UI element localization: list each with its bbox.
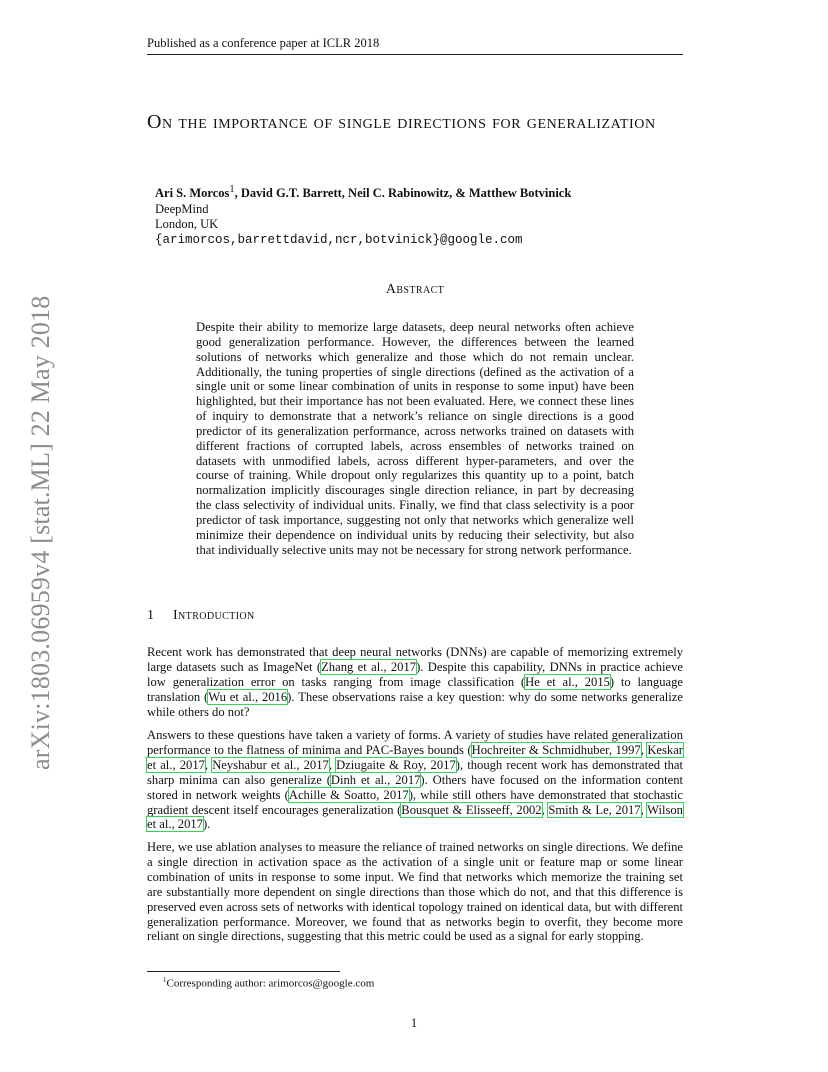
footnote-mark: 1: [163, 976, 167, 984]
author-names: [155, 182, 675, 202]
citation-link[interactable]: Achille & Soatto, 2017: [288, 787, 409, 802]
author-block: [155, 182, 675, 248]
citation-link[interactable]: Hochreiter & Schmidhuber, 1997: [471, 742, 641, 757]
citation-link[interactable]: Neyshabur et al., 2017: [212, 757, 329, 772]
running-header: Published as a conference paper at ICLR 2018: [147, 36, 683, 55]
footnote: [147, 976, 699, 990]
para-text: ,: [541, 802, 549, 817]
citation-link[interactable]: He et al., 2015: [525, 674, 610, 689]
arxiv-identifier-stamp: [22, 270, 55, 770]
para-text: ), though recent work has demonstrated that sharp minima can also generalize (: [147, 757, 684, 787]
para-text: ), while still others have demonstrated that stochastic gradient descent itself encourages generalization (: [147, 787, 684, 817]
citation-link[interactable]: Zhang et al., 2017: [321, 659, 417, 674]
footnote-text: Corresponding author: arimorcos@google.com: [166, 977, 375, 990]
arxiv-identifier-text: arXiv:1803.06959v4 [stat.ML] 22 May 2018: [26, 295, 55, 770]
para-text: ) to language translation (: [147, 674, 683, 704]
para-text: ). Others have focused on the information content stored in network weights (: [147, 772, 684, 802]
author-footnote-mark: 1: [229, 184, 235, 195]
para-text: ,: [640, 802, 648, 817]
affiliation: DeepMind: [155, 201, 209, 216]
citation-link[interactable]: Keskar et al., 2017: [147, 742, 683, 772]
page-number: 1: [410, 1016, 418, 1030]
para-text: ,: [328, 757, 337, 772]
para-text: ,: [640, 742, 648, 757]
para-text: ). These observations raise a key question: why do some networks generalize while others do not?: [147, 689, 683, 719]
citation-link[interactable]: Smith & Le, 2017: [548, 802, 641, 817]
citation-link[interactable]: Wilson et al., 2017: [147, 802, 683, 832]
intro-paragraph-2: [147, 728, 683, 832]
citation-link[interactable]: Dinh et al., 2017: [330, 772, 421, 787]
footnote-divider: [147, 971, 340, 972]
paper-title: On the importance of single directions for generalization: [147, 111, 656, 133]
citation-link[interactable]: Bousquet & Elisseeff, 2002: [401, 802, 542, 817]
para-text: Recent work has demonstrated that deep neural networks (DNNs) are capable of memorizing extremely large datasets such as ImageNet (: [147, 645, 683, 674]
section-number: 1: [147, 608, 155, 623]
section-heading-introduction: [147, 608, 683, 624]
section-title: Introduction: [173, 608, 255, 623]
para-text: Answers to these questions have taken a variety of forms. A variety of studies have related generalization performance to the flatness of minima and PAC-Bayes bounds (: [147, 728, 683, 757]
abstract-text: Despite their ability to memorize large datasets, deep neural networks often achieve good generalization performance. However, the differences between the learned solutions of networks which generalize and those which do not remain unclear. Additionally, the tuning properties of single directions (defined as the activation of a single unit or some linear combination of units in response to some input) have been highlighted, but their importance has not been evaluated. Here, we connect these lines of inquiry to demonstrate that a network’s reliance on single directions is a good predictor of its generalization performance, across networks trained on datasets with different fractions of corrupted labels, across ensembles of networks trained on datasets with unmodified labels, across different hyper-parameters, and over the course of training. While dropout only regularizes this quantity up to a point, batch normalization implicitly discourages single direction reliance, in part by decreasing the class selectivity of individual units. Finally, we find that class selectivity is a poor predictor of task importance, suggesting not only that networks which generalize well minimize their dependence on individual units by reducing their selectivity, but also that individually selective units may not be necessary for strong network performance.: [196, 320, 634, 557]
para-text: ,: [204, 757, 213, 772]
para-text: ). Despite this capability, DNNs in practice achieve low generalization error on tasks ranging from image classification (: [147, 659, 683, 689]
location: London, UK: [155, 217, 219, 232]
other-authors: , David G.T. Barrett, Neil C. Rabinowitz, & Matthew Botvinick: [234, 186, 572, 201]
author-emails: {arimorcos,barrettdavid,ncr,botvinick}@google.com: [155, 232, 523, 247]
intro-paragraph-3: Here, we use ablation analyses to measure the reliance of trained networks on single directions. We define a single direction in activation space as the activation of a single unit or feature map or some linear combination of units in response to some input. We find that networks which memorize the training set are substantially more dependent on single directions than those which do not, and that this difference is preserved even across sets of networks with identical topology trained on identical data, but with different generalization performance. Moreover, we found that as networks begin to overfit, they become more reliant on single directions, suggesting that this metric could be used as a signal for early stopping.: [147, 840, 683, 944]
citation-link[interactable]: Wu et al., 2016: [208, 689, 288, 704]
first-author: Ari S. Morcos: [155, 186, 230, 201]
intro-paragraph-1: [147, 645, 683, 720]
citation-link[interactable]: Dziugaite & Roy, 2017: [336, 757, 456, 772]
para-text: ).: [202, 817, 211, 832]
abstract-heading: Abstract: [385, 282, 445, 297]
